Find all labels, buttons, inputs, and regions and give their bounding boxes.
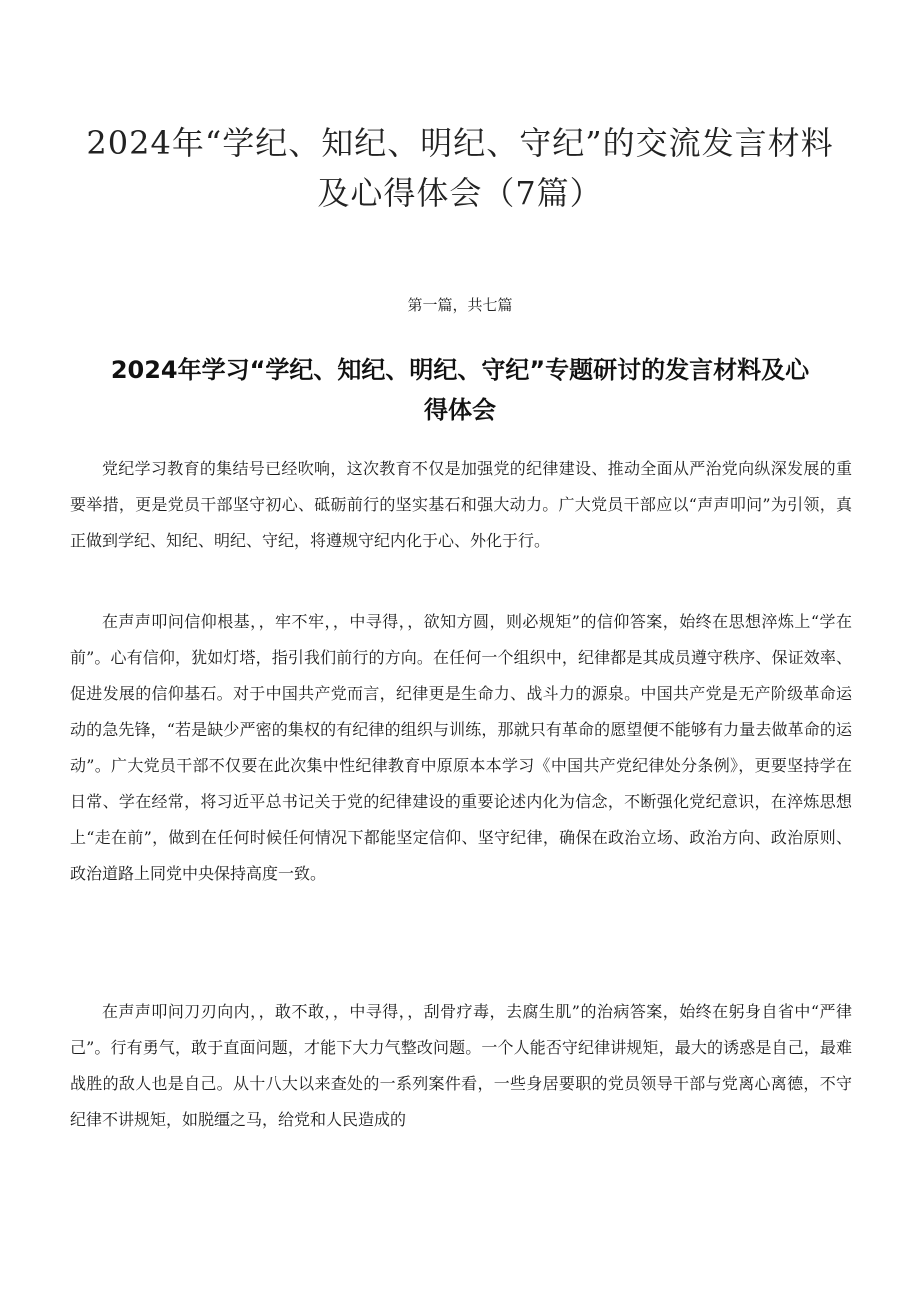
- paragraph-2: 在声声叩问信仰根基，，牢不牢，，中寻得，，欲知方圆，则必规矩”的信仰答案，始终在思想淬炼上“学在前”。心有信仰，犹如灯塔，指引我们前行的方向。在任何一个组织中，纪律都是其成员遵守秩序、保证效率、促进发展的信仰基石。对于中国共产党而言，纪律更是生命力、战斗力的源泉。中国共产党是无产阶级革命运动的急先锋，“若是缺少严密的集权的有纪律的组织与训练，那就只有革命的愿望便不能够有力量去做革命的运动”。广大党员干部不仅要在此次集中性纪律教育中原原本本学习《中国共产党纪律处分条例》，更要坚持学在日常、学在经常，将习近平总书记关于党的纪律建设的重要论述内化为信念，不断强化党纪意识，在淬炼思想上“走在前”，做到在任何时候任何情况下都能坚定信仰、坚守纪律，确保在政治立场、政治方向、政治原则、政治道路上同党中央保持高度一致。: [70, 612, 852, 883]
- section-label: 第一篇，共七篇: [407, 296, 513, 314]
- paragraph-3: 在声声叩问刀刃向内，，敢不敢，，中寻得，，刮骨疗毒，去腐生肌”的治病答案，始终在躬身自省中“严律己”。行有勇气，敢于直面问题，才能下大力气整改问题。一个人能否守纪律讲规矩，最大的诱惑是自己，最难战胜的敌人也是自己。从十八大以来查处的一系列案件看，一些身居要职的党员领导干部与党离心离德，不守纪律不讲规矩，如脱缰之马，给党和人民造成的: [70, 1002, 852, 1129]
- paragraph-1: 党纪学习教育的集结号已经吹响，这次教育不仅是加强党的纪律建设、推动全面从严治党向纵深发展的重要举措，更是党员干部坚守初心、砥砺前行的坚实基石和强大动力。广大党员干部应以“声声叩问”为引领，真正做到学纪、知纪、明纪、守纪，将遵规守纪内化于心、外化于行。: [70, 459, 852, 550]
- document-title: 2024年“学纪、知纪、明纪、守纪”的交流发言材料及心得体会（7篇）: [86, 124, 834, 212]
- article-title: 2024年学习“学纪、知纪、明纪、守纪”专题研讨的发言材料及心得体会: [110, 356, 810, 424]
